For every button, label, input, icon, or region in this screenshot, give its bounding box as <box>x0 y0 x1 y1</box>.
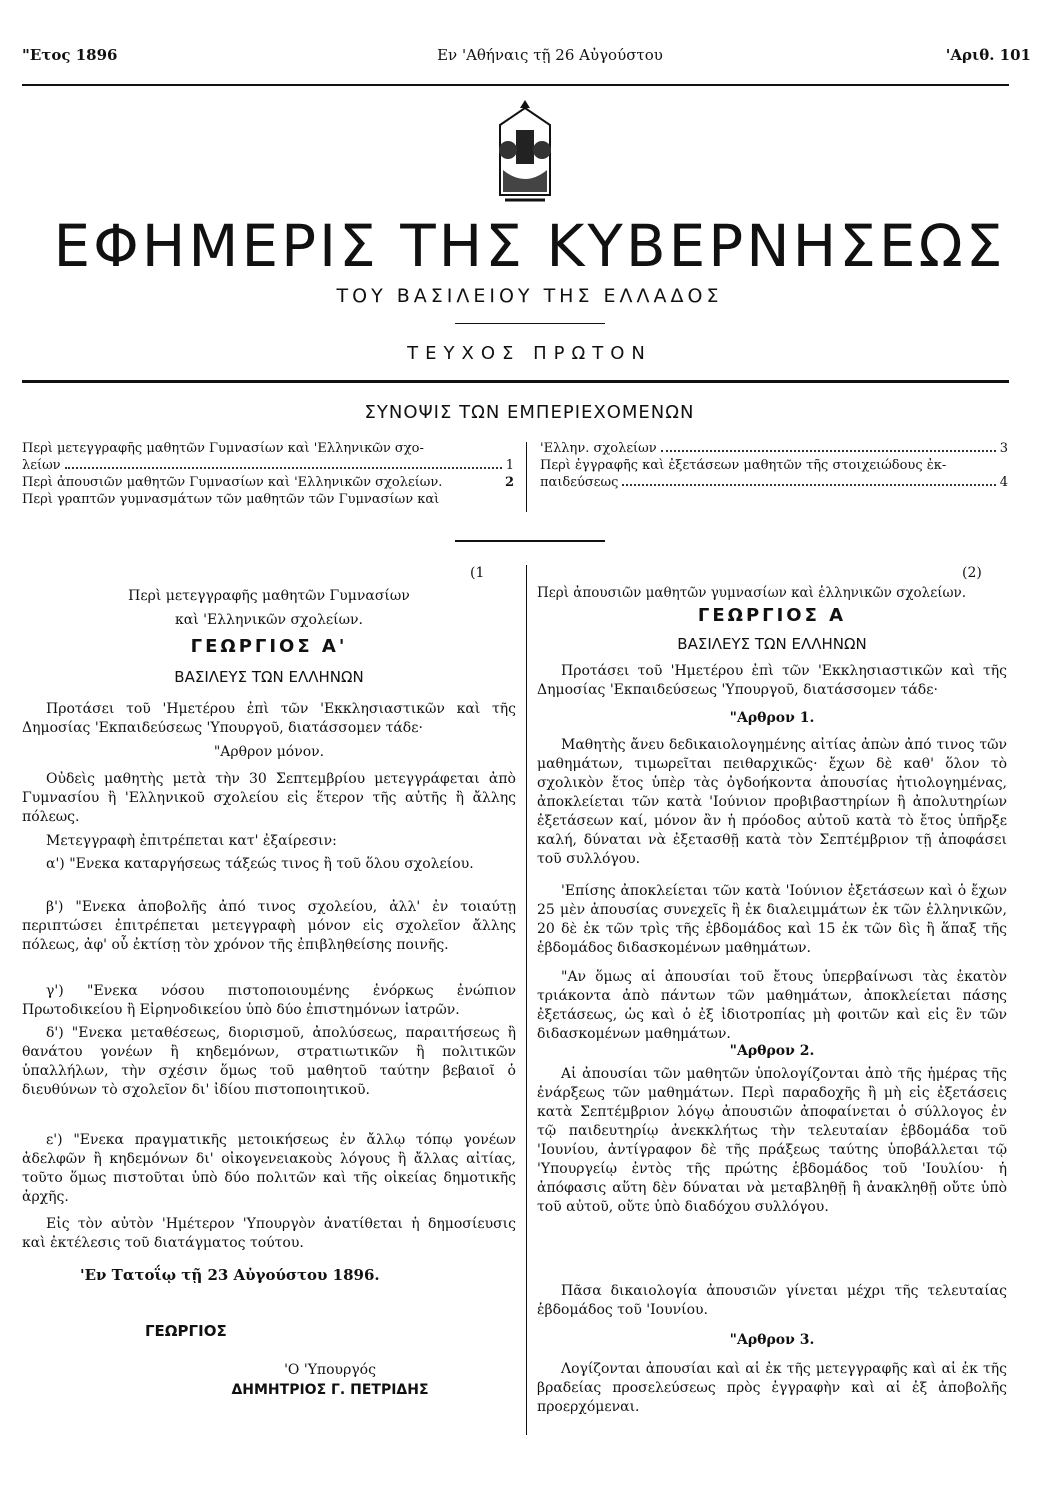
preamble: Προτάσει τοῦ 'Ημετέρου ἐπὶ τῶν 'Εκκλησιαστικῶν καὶ τῆς Δημοσίας 'Εκπαιδεύσεως 'Υπουργοῦ, διατάσσομεν τάδε· <box>22 701 516 736</box>
toc-entry: Περὶ γραπτῶν γυμνασμάτων τῶν μαθητῶν τῶν Γυμνασίων καὶ <box>22 492 440 507</box>
paragraph: Μαθητὴς ἄνευ δεδικαιολογημένης αἰτίας ἀπὼν ἀπό τινος τῶν μαθημάτων, τιμωρεῖται πειθαρχικῶς· ἔχων δὲ καθ' ὅλον τὸ σχολικὸν ἔτος ὑπὲρ τὰς ὀγδοήκοντα ἀπουσίας ἠτιολογημένας, ἀποκλείεται τῶν κατὰ 'Ιούνιον προβιβαστηρίων ἢ ἀπολυτηρίων ἐξετάσεων καί, μόνον ἂν ἡ πρόοδος αὐτοῦ κατὰ τὸ ἔτος ὑπῆρξε καλή, δύναται νὰ ἐξετασθῇ κατὰ τὸν Σεπτέμβριον τῇ ἀποφάσει τοῦ συλλόγου. <box>537 737 1007 867</box>
section-rule <box>455 540 605 542</box>
issue-label: ΤΕΥΧΟΣ ΠΡΩΤΟΝ <box>407 343 652 364</box>
toc-heading: ΣΥΝΟΨΙΣ ΤΩΝ ΕΜΠΕΡΙΕΧΟΜΕΝΩΝ <box>364 402 695 423</box>
toc-entry: Περὶ ἀπουσιῶν μαθητῶν Γυμνασίων καὶ 'Ελληνικῶν σχολείων. 2 <box>22 475 514 490</box>
king-name: ΓΕΩΡΓΙΟΣ Α <box>697 605 847 626</box>
decree-subject: καὶ 'Ελληνικῶν σχολείων. <box>175 612 363 628</box>
toc-entry: λείων 1 <box>22 458 514 473</box>
decree-number: (1 <box>470 565 485 581</box>
paragraph: α') "Ενεκα καταργήσεως τάξεώς τινος ἢ τοῦ ὅλου σχολείου. <box>46 856 474 872</box>
king-title: ΒΑΣΙΛΕΥΣ ΤΩΝ ΕΛΛΗΝΩΝ <box>677 635 867 653</box>
paragraph: β') "Ενεκα ἀποβολῆς ἀπό τινος σχολείου, ἀλλ' ἐν τοιαύτῃ περιπτώσει ἐπιτρέπεται μετεγγραφὴ μόνον εἰς σχολεῖον ἄλλης πόλεως, ἀφ' οὗ ἐκτίσῃ τὸν χρόνον τῆς ἐπιβληθείσης ποινῆς. <box>22 899 516 953</box>
coat-of-arms-icon <box>470 100 580 210</box>
paragraph: ε') "Ενεκα πραγματικῆς μετοικήσεως ἐν ἄλλῳ τόπῳ γονέων ἀδελφῶν ἢ κηδεμόνων δι' οἰκογενειακοὺς λόγους ἢ ἄλλας αἰτίας, τοῦτο ὅμως πιστοῦται ὑπὸ δύο πολιτῶν καὶ τῆς οἰκείας δημοτικῆς ἀρχῆς. <box>22 1132 516 1205</box>
decree-subject: Περὶ μετεγγραφῆς μαθητῶν Γυμνασίων <box>128 588 410 604</box>
toc-left <box>22 440 514 508</box>
toc-right <box>540 440 1008 491</box>
article-heading: "Αρθρον μόνον. <box>213 744 325 760</box>
column-divider <box>526 565 527 1435</box>
header-rule <box>22 84 1009 86</box>
paragraph: Πᾶσα δικαιολογία ἀπουσιῶν γίνεται μέχρι τῆς τελευταίας ἑβδομάδος τοῦ 'Ιουνίου. <box>537 1283 1007 1318</box>
signature-king: ΓΕΩΡΓΙΟΣ <box>145 1322 227 1340</box>
year: "Ετος 1896 <box>22 46 118 64</box>
king-name: ΓΕΩΡΓΙΟΣ Α' <box>190 636 348 657</box>
minister-label: 'Ο 'Υπουργός <box>284 1362 376 1378</box>
paragraph: Εἰς τὸν αὐτὸν 'Ημέτερον 'Υπουργὸν ἀνατίθεται ἡ δημοσίευσις καὶ ἐκτέλεσις τοῦ διατάγματος τούτου. <box>22 1216 516 1251</box>
toc-entry: 'Ελλην. σχολείων 3 <box>540 441 1008 456</box>
ornament-rule <box>455 323 605 324</box>
preamble: Προτάσει τοῦ 'Ημετέρου ἐπὶ τῶν 'Εκκλησιαστικῶν καὶ τῆς Δημοσίας 'Εκπαιδεύσεως 'Υπουργοῦ, διατάσσομεν τάδε· <box>537 663 1007 698</box>
decree-number: (2) <box>962 565 982 581</box>
toc-entry: Περὶ μετεγγραφῆς μαθητῶν Γυμνασίων καὶ 'Ελληνικῶν σχο- <box>22 441 424 456</box>
paragraph: Λογίζονται ἀπουσίαι καὶ αἱ ἐκ τῆς μετεγγραφῆς καὶ αἱ ἐκ τῆς βραδείας προσελεύσεως πρὸς ἐγγραφὴν καὶ αἱ ἐξ ἀποβολῆς προερχόμεναι. <box>537 1361 1007 1415</box>
toc-divider <box>526 442 527 512</box>
masthead-title: ΕΦΗΜΕΡΙΣ ΤΗΣ ΚΥΒΕΡΝΗΣΕΩΣ <box>53 212 1006 280</box>
paragraph: Μετεγγραφὴ ἐπιτρέπεται κατ' ἐξαίρεσιν: <box>46 833 337 849</box>
signing-date: 'Εν Τατοΐῳ τῇ 23 Αὐγούστου 1896. <box>80 1266 380 1284</box>
paragraph: γ') "Ενεκα νόσου πιστοποιουμένης ἐνόρκως ἐνώπιον Πρωτοδικείου ἢ Εἰρηνοδικείου ὑπὸ δύο ἐπιστημόνων ἰατρῶν. <box>22 983 516 1018</box>
article-heading: "Αρθρον 3. <box>729 1332 815 1348</box>
issue-number: 'Αριθ. 101 <box>945 46 1031 64</box>
masthead-subtitle: ΤΟΥ ΒΑΣΙΛΕΙΟΥ ΤΗΣ ΕΛΛΑΔΟΣ <box>336 285 723 307</box>
paragraph: Οὐδεὶς μαθητὴς μετὰ τὴν 30 Σεπτεμβρίου μετεγγράφεται ἀπὸ Γυμνασίου ἢ 'Ελληνικοῦ σχολείου εἰς ἕτερον τῆς αὐτῆς ἢ ἄλλης πόλεως. <box>22 771 516 825</box>
paragraph: Αἱ ἀπουσίαι τῶν μαθητῶν ὑπολογίζονται ἀπὸ τῆς ἡμέρας τῆς ἐνάρξεως τῶν μαθημάτων. Περὶ παραδοχῆς ἢ μὴ εἰς ἐξετάσεις κατὰ Σεπτέμβριον λόγῳ ἀπουσιῶν ἀποφαίνεται ὁ σύλλογος ἐν τῷ παιδευτηρίῳ ἀνεκκλήτως τὴν τελευταίαν ἑβδομάδα τοῦ 'Ιουνίου, ἀντίγραφον δὲ τῆς πράξεως ταύτης ὑποβάλλεται τῷ 'Υπουργείῳ ἐντὸς τῆς πρώτης ἑβδομάδος τοῦ 'Ιουλίου· ἡ ἀπόφασις αὕτη δὲν δύναται νὰ μεταβληθῇ ἢ ἀνακληθῇ οὔτε ὑπὸ τοῦ αὐτοῦ, οὔτε ὑπὸ διαδόχου συλλόγου. <box>537 1066 1007 1215</box>
place-date: Εν 'Αθήναις τῇ 26 Αὐγούστου <box>437 46 663 64</box>
paragraph: 'Επίσης ἀποκλείεται τῶν κατὰ 'Ιούνιον ἐξετάσεων καὶ ὁ ἔχων 25 μὲν ἀπουσίας συνεχεῖς ἢ ἐκ διαλειμμάτων ἐκ τῶν ἑλληνικῶν, 20 δὲ ἐκ τῶν τρὶς τῆς ἑβδομάδος καὶ 15 ἐκ τῶν δὶς ἢ ἅπαξ τῆς ἑβδομάδος διδασκομένων μαθημάτων. <box>537 883 1007 956</box>
paragraph: "Αν ὅμως αἱ ἀπουσίαι τοῦ ἔτους ὑπερβαίνωσι τὰς ἑκατὸν τριάκοντα ἀπὸ πάντων τῶν μαθημάτων, ἀποκλείεται πάσης ἐξετάσεως, ὡς καὶ ὁ ἐξ ἰδιοτροπίας μὴ φοιτῶν καὶ εἰς ἓν τῶν διδασκομένων μαθημάτων. <box>537 969 1007 1042</box>
decree-subject: Περὶ ἀπουσιῶν μαθητῶν γυμνασίων καὶ ἑλληνικῶν σχολείων. <box>537 585 966 601</box>
masthead-rule <box>22 380 1009 383</box>
toc-entry: Περὶ ἐγγραφῆς καὶ ἐξετάσεων μαθητῶν τῆς στοιχειώδους ἐκ- <box>540 458 947 473</box>
article-heading: "Αρθρον 1. <box>729 710 815 726</box>
paragraph: δ') "Ενεκα μεταθέσεως, διορισμοῦ, ἀπολύσεως, παραιτήσεως ἢ θανάτου γονέων ἢ κηδεμόνων, στρατιωτικῶν ἢ πολιτικῶν ὑπαλλήλων, τὴν σχέσιν ὅμως τοῦ μαθητοῦ ταύτην βεβαιοῖ ὁ διευθύνων τὸ σχολεῖον δι' ἰδίου πιστοποιητικοῦ. <box>22 1025 516 1098</box>
minister-name: ΔΗΜΗΤΡΙΟΣ Γ. ΠΕΤΡΙΔΗΣ <box>231 1382 429 1398</box>
king-title: ΒΑΣΙΛΕΥΣ ΤΩΝ ΕΛΛΗΝΩΝ <box>174 668 364 686</box>
toc-entry: παιδεύσεως 4 <box>540 475 1008 490</box>
article-heading: "Αρθρον 2. <box>729 1043 815 1059</box>
